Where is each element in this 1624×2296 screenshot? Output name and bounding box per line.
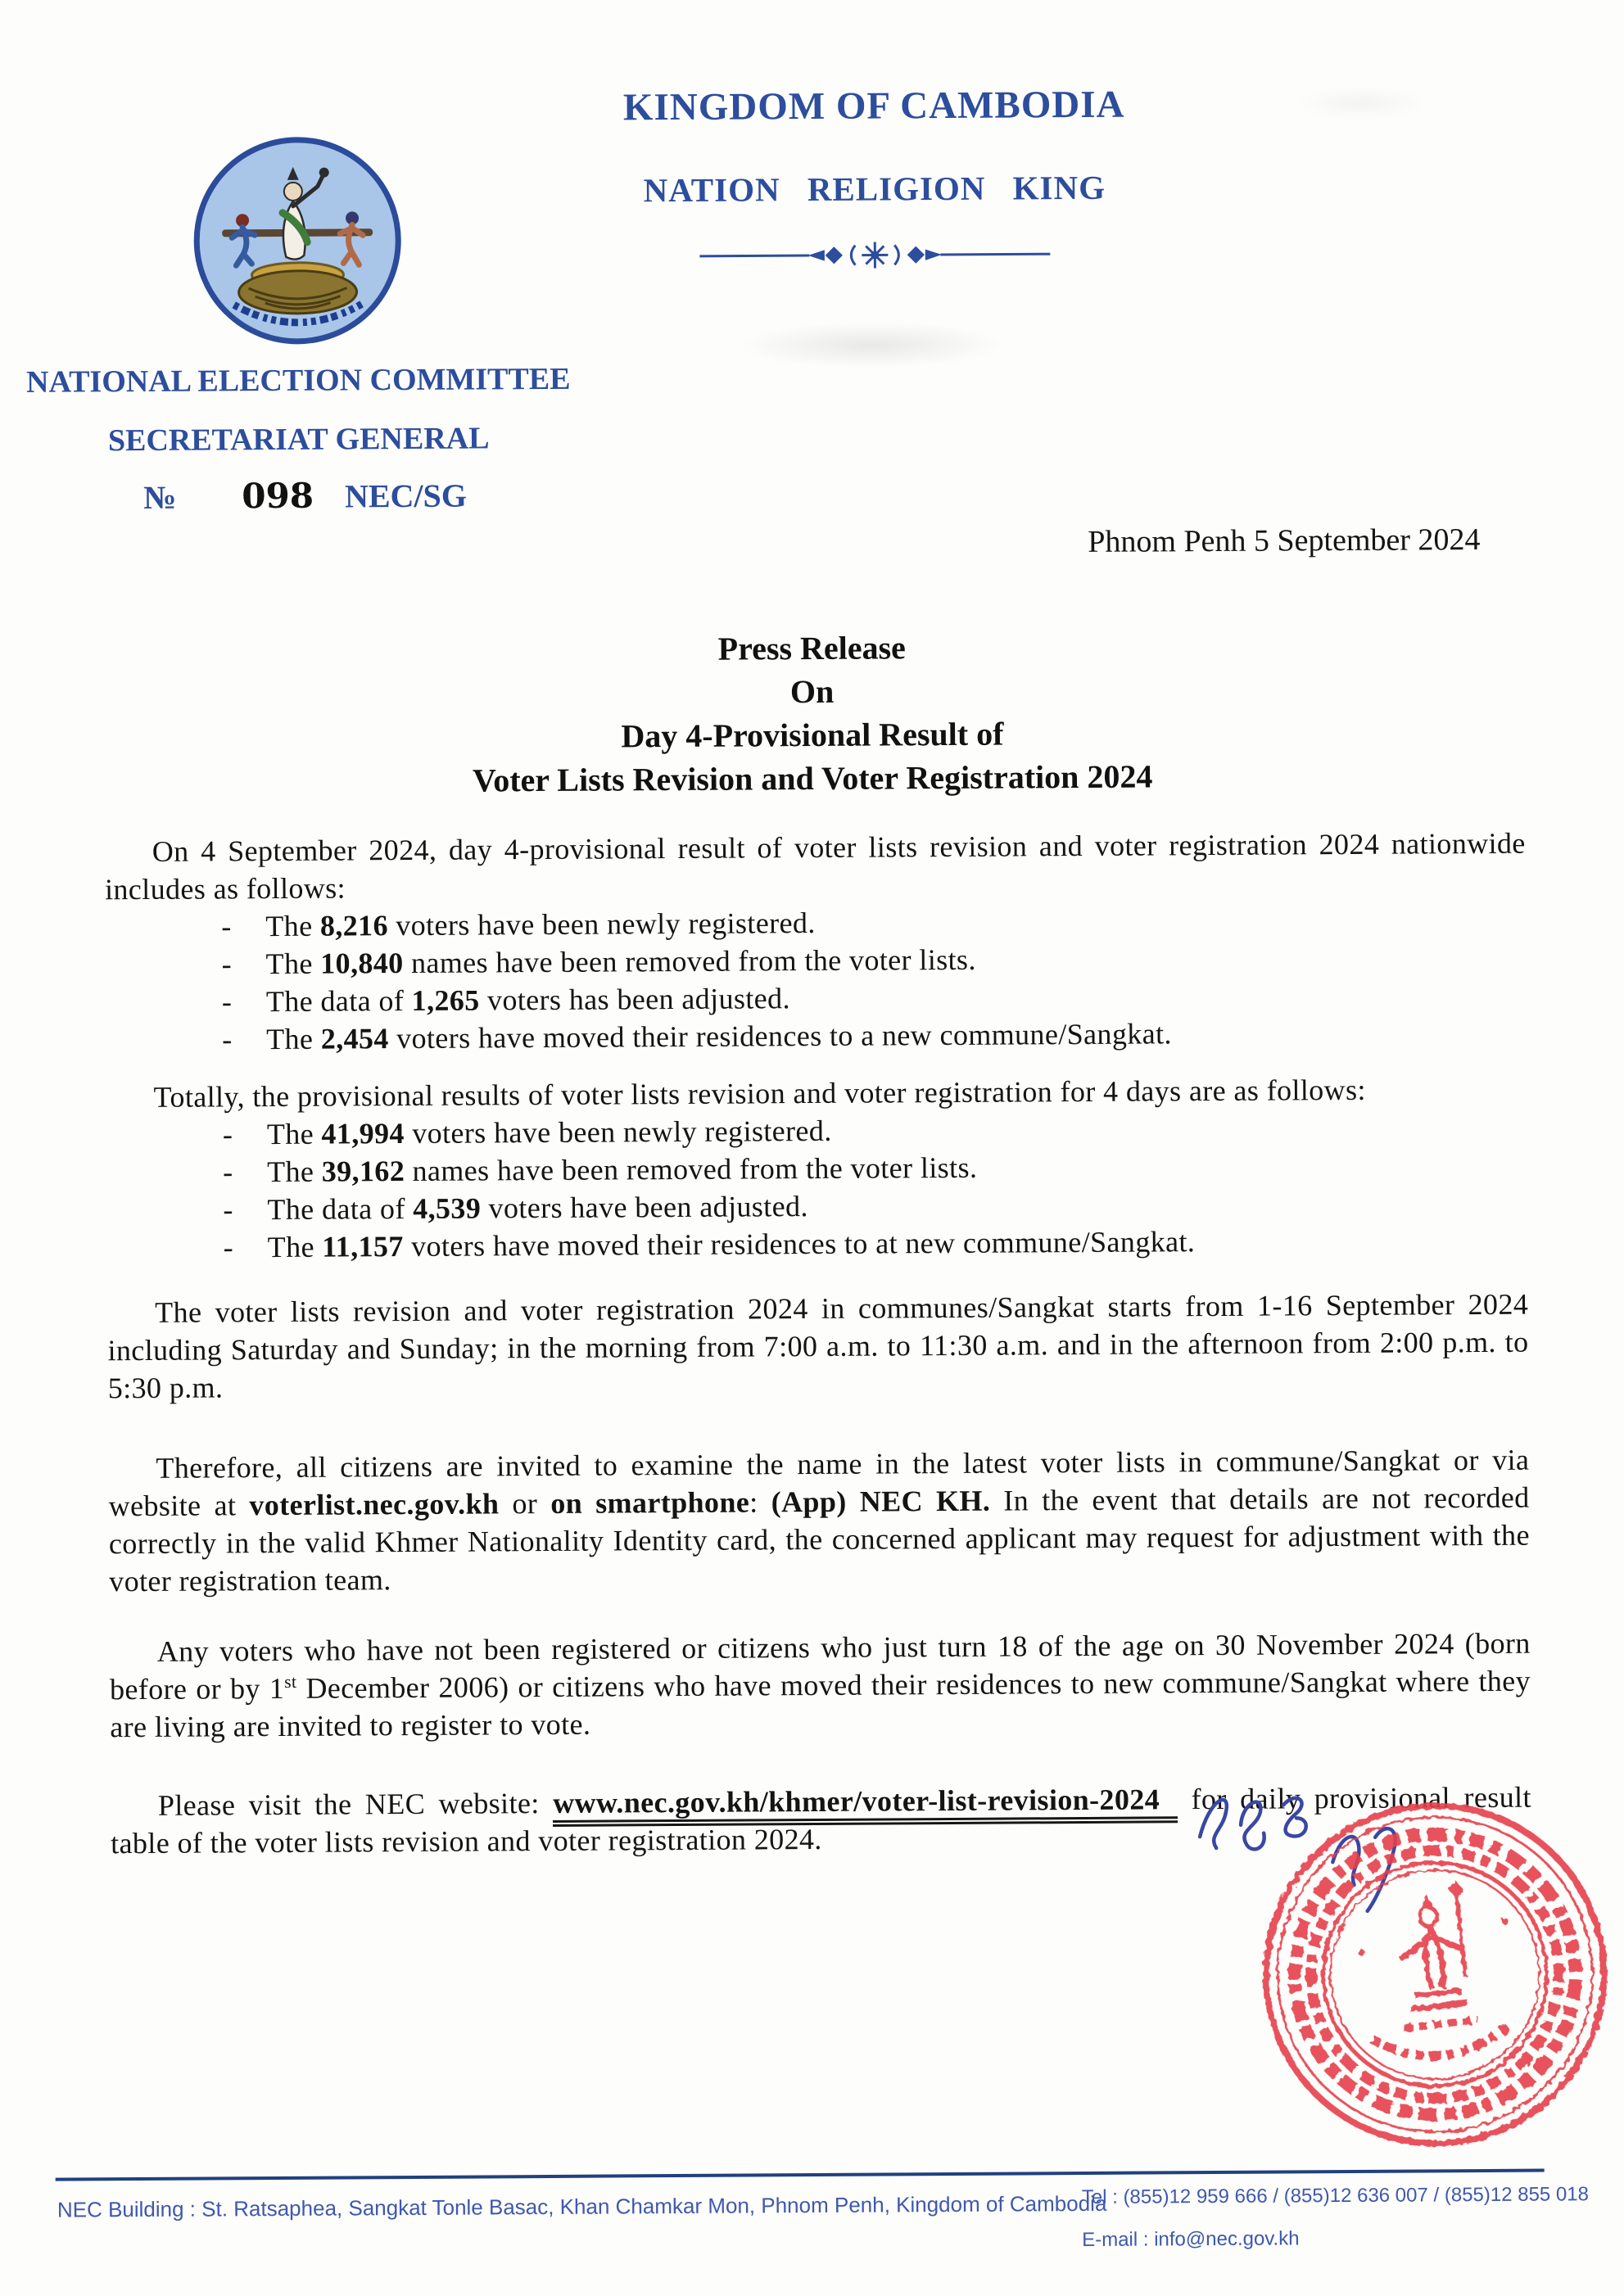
voterlist-website: voterlist.nec.gov.kh [249,1487,500,1522]
ref-number-value: 098 [242,475,314,517]
bullet-dash: - [221,947,233,981]
ornament-divider [694,236,1055,274]
ref-number-suffix: NEC/SG [344,477,468,515]
nec-website-url: www.nec.gov.kh/khmer/voter-list-revision-2024 [553,1783,1178,1827]
footer-contact [1082,2183,1590,2252]
committee-name: NATIONAL ELECTION COMMITTEE [25,361,571,400]
ref-number-symbol: № [142,478,177,516]
nec-seal-logo [190,133,405,348]
official-red-stamp [1251,1790,1620,2159]
paragraph-schedule: The voter lists revision and voter registration 2024 in communes/Sangkat starts from 1-16 September 2024 including Saturday and Sunday; in the morning from 7:00 a.m. to 11:30 a.m. and in the afternoon from 2:00 p.m. to 5:30 p.m. [107,1287,1529,1405]
bullet-dash: - [221,985,233,1019]
bullet-list-day4 [105,900,1527,1060]
bullet-dash: - [223,1231,234,1264]
reference-number-line [12,475,586,518]
bullet-item: - The data of 4,539 voters have been adjusted. [106,1183,1527,1230]
national-motto: NATION RELIGION KING [643,168,1106,210]
bullet-item: - The 2,454 voters have moved their residences to a new commune/Sangkat. [106,1013,1527,1060]
title-line-4: Voter Lists Revision and Voter Registration 2024 [472,757,1153,799]
footer-divider [56,2169,1545,2181]
bullet-dash: - [223,1193,233,1227]
kingdom-title: KINGDOM OF CAMBODIA [622,83,1125,129]
bullet-item: - The 39,162 names have been removed from the voter lists. [106,1146,1527,1192]
dateline: Phnom Penh 5 September 2024 [1088,522,1481,559]
footer-email: E-mail : info@nec.gov.kh [1082,2227,1300,2252]
bullet-item: - The 8,216 voters have been newly registered. [105,900,1526,947]
bullet-item: - The data of 1,265 voters has been adjusted. [106,975,1527,1022]
paragraph-eligibility: Any voters who have not been registered or citizens who just turn 18 of the age on 30 November 2024 (born before or by 1st December 2006) or citizens who have moved their residences to new commune/Sangkat where they are living are invited to register to vote. [109,1626,1531,1744]
paragraph-website: Please visit the NEC website: www.nec.gov.kh/khmer/voter-list-revision-2024 for daily provisional result table of the voter lists revision and voter registration 2024. [111,1780,1531,1860]
nec-app-name: (App) NEC KH. [771,1484,991,1519]
paragraph-examine: Therefore, all citizens are invited to examine the name in the latest voter lists in commune/Sangkat or via website at voterlist.nec.gov.kh or on smartphone: (App) NEC KH. In the event that details are not recorded correctly in the valid Khmer Nationality Identity card, the concerned applicant may request for adjustment with the voter registration team. [108,1443,1531,1598]
secretariat-name: SECRETARIAT GENERAL [107,421,490,459]
footer-address: NEC Building : St. Ratsaphea, Sangkat Tonle Basac, Khan Chamkar Mon, Phnom Penh, Kingdom of Cambodia [57,2190,1107,2222]
scan-smudge [683,311,1060,379]
national-header [419,79,1329,280]
bullet-list-total [106,1108,1528,1268]
title-line-2: On [789,672,835,711]
bullet-dash: - [222,1118,233,1151]
bullet-item: - The 10,840 names have been removed from the voter lists. [105,938,1526,984]
ordinal-superscript: st [284,1671,297,1692]
document-body [105,825,1532,1863]
bullet-dash: - [222,1023,233,1056]
footer-tel: Tel : (855)12 959 666 / (855)12 636 007 / (855)12 855 018 [1081,2183,1590,2209]
institution-header [11,360,586,518]
bullet-dash: - [221,910,232,943]
title-line-3: Day 4-Provisional Result of [621,715,1004,755]
bullet-item: - The 11,157 voters have moved their residences to at new commune/Sangkat. [107,1221,1528,1268]
paragraph-total-intro: Totally, the provisional results of voter lists revision and voter registration for 4 days are as follows: [153,1073,1366,1114]
document-title [91,622,1533,805]
bullet-dash: - [223,1155,233,1189]
bullet-item: - The 41,994 voters have been newly registered. [106,1108,1527,1155]
title-line-1: Press Release [717,629,906,667]
paragraph-day4-intro: On 4 September 2024, day 4-provisional result of voter lists revision and voter registration 2024 nationwide includes as follows: [104,826,1526,906]
